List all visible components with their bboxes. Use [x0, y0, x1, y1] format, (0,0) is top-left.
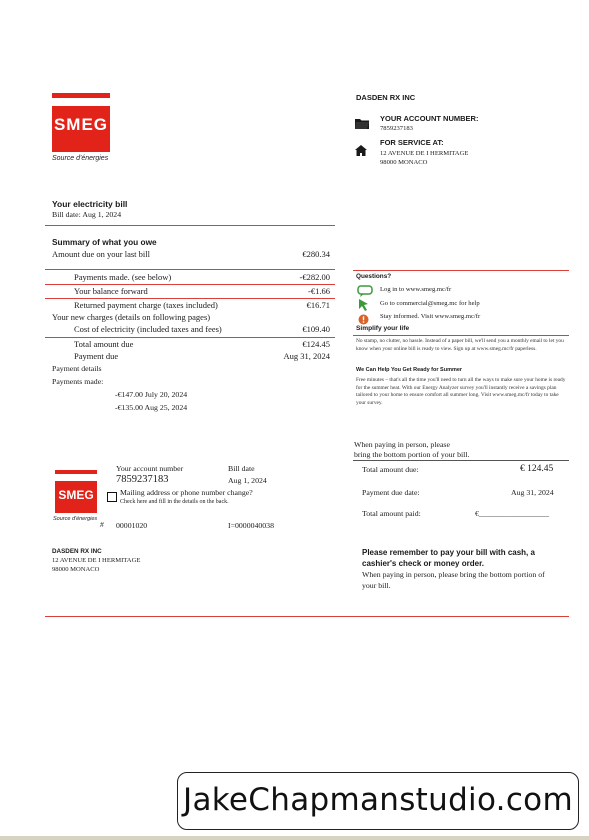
- payments-made-list-label: Payments made:: [52, 377, 104, 386]
- stub-account-number-label: Your account number: [116, 464, 184, 473]
- bill-title: Your electricity bill: [52, 199, 128, 209]
- stub-customer-name: DASDEN RX INC: [52, 548, 102, 555]
- total-due-label: Total amount due: [74, 339, 134, 349]
- stub-ref2: I=0000040038: [228, 521, 274, 530]
- returned-payment-label: Returned payment charge (taxes included): [74, 300, 218, 310]
- payment-details-label: Payment details: [52, 364, 102, 373]
- payment-due-value: Aug 31, 2024: [283, 351, 330, 361]
- account-number-label: YOUR ACCOUNT NUMBER:: [380, 114, 479, 123]
- cost-value: €109.40: [302, 324, 330, 334]
- payment-due-label: Payment due: [74, 351, 119, 361]
- stub-total-paid-label: Total amount paid:: [362, 509, 421, 518]
- balance-forward-value: -€1.66: [308, 286, 330, 296]
- service-address-label: FOR SERVICE AT:: [380, 138, 444, 147]
- stub-bill-date-label: Bill date: [228, 464, 255, 473]
- stub-total-due-value: € 124.45: [520, 464, 554, 474]
- balance-forward-label: Your balance forward: [74, 286, 148, 296]
- stub-total-due-label: Total amount due:: [362, 465, 419, 474]
- watermark-banner: JakeChapmanstudio.com: [177, 772, 579, 830]
- returned-payment-value: €16.71: [306, 300, 330, 310]
- last-bill-label: Amount due on your last bill: [52, 249, 150, 259]
- bottom-strip: [0, 836, 589, 840]
- last-bill-value: €280.34: [302, 249, 330, 259]
- stub-address-line2: 98000 MONACO: [52, 566, 100, 573]
- stub-account-number: 7859237183: [116, 474, 169, 485]
- simplify-heading: Simplify your life: [356, 325, 410, 332]
- new-charges-label: Your new charges (details on following pages): [52, 312, 211, 322]
- customer-name: DASDEN RX INC: [356, 93, 416, 102]
- stub-logo-tagline: Source d'énergies: [53, 516, 98, 522]
- stub-logo-mark: [55, 481, 97, 513]
- stub-bill-date: Aug 1, 2024: [228, 476, 267, 485]
- payments-made-label: Payments made. (see below): [74, 272, 172, 282]
- folder-icon: [355, 116, 369, 134]
- logo-brand: SMEG: [53, 115, 109, 134]
- payment-entry-1: -€147.00 July 20, 2024: [115, 390, 188, 399]
- stub-total-paid-field[interactable]: €__________________: [475, 509, 550, 518]
- questions-heading: Questions?: [356, 273, 392, 280]
- payment-entry-2: -€135.00 Aug 25, 2024: [115, 403, 188, 412]
- summer-heading: We Can Help You Get Ready for Summer: [356, 367, 463, 373]
- stub-reminder: Please remember to pay your bill with cash, a cashier's check or money order.: [362, 548, 535, 568]
- stub-due-date-value: Aug 31, 2024: [511, 488, 554, 497]
- stub-address-line1: 12 AVENUE DE I HERMITAGE: [52, 557, 141, 564]
- cost-label: Cost of electricity (included taxes and fees): [74, 324, 222, 334]
- pay-in-person-line1: When paying in person, please: [354, 440, 450, 449]
- stub-logo-brand: SMEG: [58, 488, 94, 502]
- pay-in-person-line2: bring the bottom portion of your bill.: [354, 450, 470, 459]
- questions-email: Go to commercial@smeg.mc for help: [380, 300, 480, 307]
- mailing-change-label: Mailing address or phone number change?: [120, 488, 253, 497]
- stub-due-date-label: Payment due date:: [362, 488, 420, 497]
- mailing-change-sub: Check here and fill in the details on the back.: [120, 499, 229, 505]
- stub-hash: #: [100, 520, 104, 529]
- total-due-value: €124.45: [302, 339, 330, 349]
- stub-ref1: 00001020: [116, 521, 148, 530]
- stub-reminder2: When paying in person, please bring the bottom portion of your bill.: [362, 570, 545, 590]
- summer-text: Free minutes – that's all the time you'll need to turn all the ways to make sure your home is ready for the summer heat. With our Energy Analyzer survey you'll instantly receive a savings plan tailored to your home to ensure comfort all summer long. Visit www.smeg.mc/fr today to take your survey.: [356, 377, 566, 406]
- summary-heading: Summary of what you owe: [52, 237, 157, 247]
- account-number: 7859237183: [380, 125, 413, 132]
- home-icon: [355, 143, 367, 161]
- payments-made-value: -€282.00: [299, 272, 330, 282]
- bill-date: Bill date: Aug 1, 2024: [52, 210, 122, 219]
- mailing-change-checkbox[interactable]: [107, 492, 117, 502]
- questions-login: Log in to www.smeg.mc/fr: [380, 286, 452, 293]
- questions-stay-informed: Stay informed. Visit www.smeg.mc/fr: [380, 313, 481, 320]
- service-address-line1: 12 AVENUE DE I HERMITAGE: [380, 150, 469, 157]
- paperless-text: No stamp, no clutter, no hassle. Instead of a paper bill, we'll send you a monthly email to let you know when your online bill is ready to view. Sign up at www.smeg.mc/fr paperless.: [356, 338, 564, 352]
- logo-mark: [52, 106, 110, 152]
- logo-tagline: Source d'énergies: [52, 155, 109, 162]
- service-address-line2: 98000 MONACO: [380, 159, 428, 166]
